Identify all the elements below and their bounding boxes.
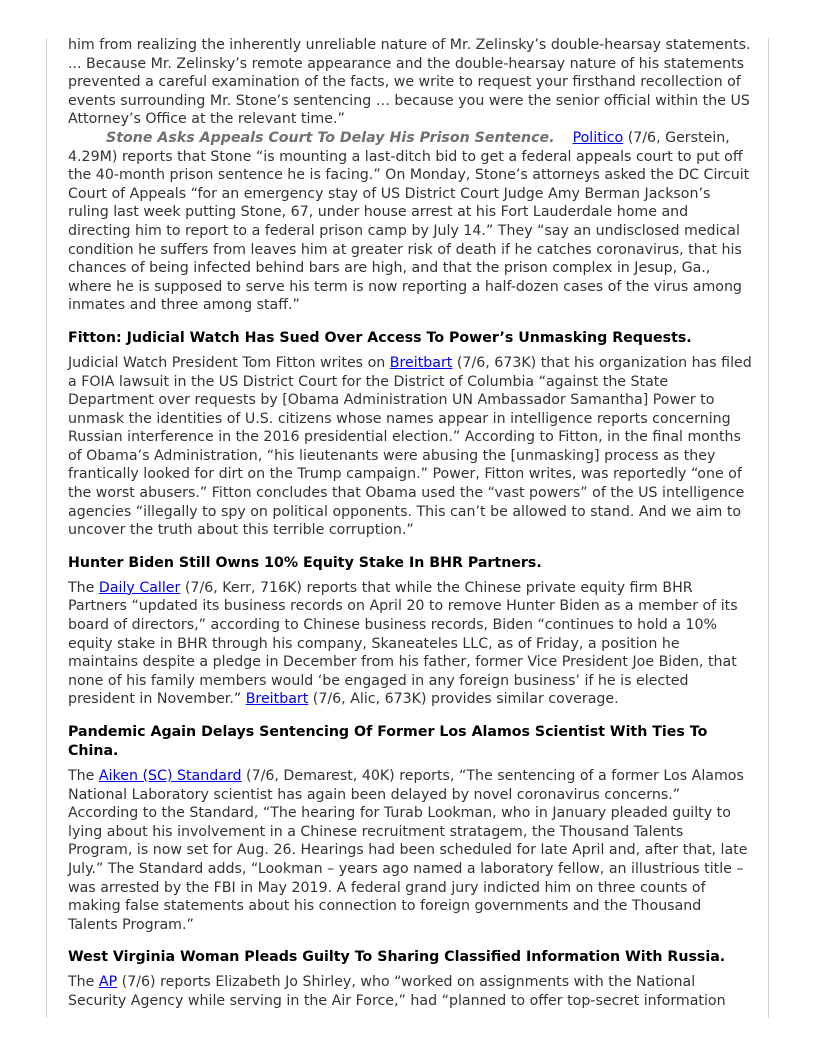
fitton-lead: Judicial Watch President Tom Fitton writes on <box>68 354 390 371</box>
document-body <box>68 36 752 1025</box>
aiken-standard-link[interactable]: Aiken (SC) Standard <box>98 768 242 784</box>
biden-paragraph <box>68 579 752 709</box>
breitbart-link-2[interactable]: Breitbart <box>245 691 309 708</box>
fitton-body: (7/6, 673K) that his organization has filed a FOIA lawsuit in the US District Court for the District of Columbia “against the State Department over requests by [Obama Administration UN Ambassador Samantha] Power to unmask the identities of U.S. citizens whose names appear in intelligence reports concerning Russian interference in the 2016 presidential election.” According to Fitton, in the final months of Obama’s Administration, “his lieutenants were abusing the [unmasking] process as they frantically looked for dirt on the Trump campaign.” Power, Fitton writes, was reportedly “one of the worst abusers.” Fitton concludes that Obama used the “vast powers” of the US intelligence agencies “illegally to spy on political opponents. This can’t be allowed to stand. And we aim to uncover the truth about this terrible corruption.” <box>68 354 752 539</box>
right-margin-rule <box>768 38 769 1018</box>
losalamos-paragraph <box>68 767 752 934</box>
daily-caller-link[interactable]: Daily Caller <box>98 579 181 596</box>
biden-headline: Hunter Biden Still Owns 10% Equity Stake In BHR Partners. <box>68 554 542 571</box>
wv-paragraph <box>68 973 752 1010</box>
wv-headline: West Virginia Woman Pleads Guilty To Sharing Classified Information With Russia. <box>68 949 726 966</box>
politico-link[interactable]: Politico <box>572 129 624 146</box>
fitton-paragraph <box>68 354 752 540</box>
ap-link[interactable]: AP <box>98 974 118 991</box>
losalamos-headline: Pandemic Again Delays Sentencing Of Former Los Alamos Scientist With Ties To China. <box>68 724 708 759</box>
biden-lead: The <box>68 579 99 596</box>
stone-body: (7/6, Gerstein, 4.29M) reports that Stone “is mounting a last-ditch bid to get a federal appeals court to put off the 40-month prison sentence he is facing.” On Monday, Stone’s attorneys asked the DC Circuit Court of Appeals “for an emergency stay of US District Court Judge Amy Berman Jackson’s ruling last week putting Stone, 67, under house arrest at his Fort Lauderdale home and directing him to report to a federal prison camp by July 14.” They “say an undisclosed medical condition he suffers from leaves him at greater risk of death if he catches coronavirus, that his chances of being infected behind bars are high, and that the prison complex in Jesup, Ga., where he is supposed to serve his term is now reporting a half-dozen cases of the virus among inmates and three among staff.” <box>68 129 750 314</box>
losalamos-lead: The <box>68 768 99 784</box>
biden-body-end: (7/6, Alic, 673K) provides similar coverage. <box>308 691 619 708</box>
intro-paragraph: him from realizing the inherently unreliable nature of Mr. Zelinsky’s double-hearsay statements. ... Because Mr. Zelinsky’s remote appearance and the double-hearsay nature of his statements prevented a careful examination of the facts, we write to request your firsthand recollection of events surrounding Mr. Stone’s sentencing … because you were the senior official within the US Attorney’s Office at the relevant time.” <box>68 37 751 128</box>
stone-paragraph <box>68 129 752 315</box>
left-margin-rule <box>46 38 47 1018</box>
stone-subheadline: Stone Asks Appeals Court To Delay His Prison Sentence. <box>106 129 555 146</box>
wv-lead: The <box>68 974 99 991</box>
fitton-headline: Fitton: Judicial Watch Has Sued Over Access To Power’s Unmasking Requests. <box>68 329 692 346</box>
losalamos-body: (7/6, Demarest, 40K) reports, “The sentencing of a former Los Alamos National Laboratory scientist has again been delayed by novel coronavirus concerns.” According to the Standard, “The hearing for Turab Lookman, who in January pleaded guilty to lying about his involvement in a Chinese recruitment stratagem, the Thousand Talents Program, is now set for Aug. 26. Hearings had been scheduled for late April and, after that, late July.” The Standard adds, “Lookman – years ago named a laboratory fellow, an illustrious title – was arrested by the FBI in May 2019. A federal grand jury indicted him on three counts of making false statements about his connection to foreign governments and the Thousand Talents Program.” <box>68 768 748 933</box>
wv-body: (7/6) reports Elizabeth Jo Shirley, who “worked on assignments with the National Security Agency while serving in the Air Force,” had “planned to offer top-secret information <box>68 974 726 1009</box>
biden-body: (7/6, Kerr, 716K) reports that while the Chinese private equity firm BHR Partners “updated its business records on April 20 to remove Hunter Biden as a member of its board of directors,” according to Chinese business records, Biden “continues to hold a 10% equity stake in BHR through his company, Skaneateles LLC, as of Friday, a position he maintains despite a pledge in December from his father, former Vice President Joe Biden, that none of his family members would ‘be engaged in any foreign business’ if he is elected president in November.” <box>68 579 738 708</box>
breitbart-link[interactable]: Breitbart <box>389 354 453 371</box>
